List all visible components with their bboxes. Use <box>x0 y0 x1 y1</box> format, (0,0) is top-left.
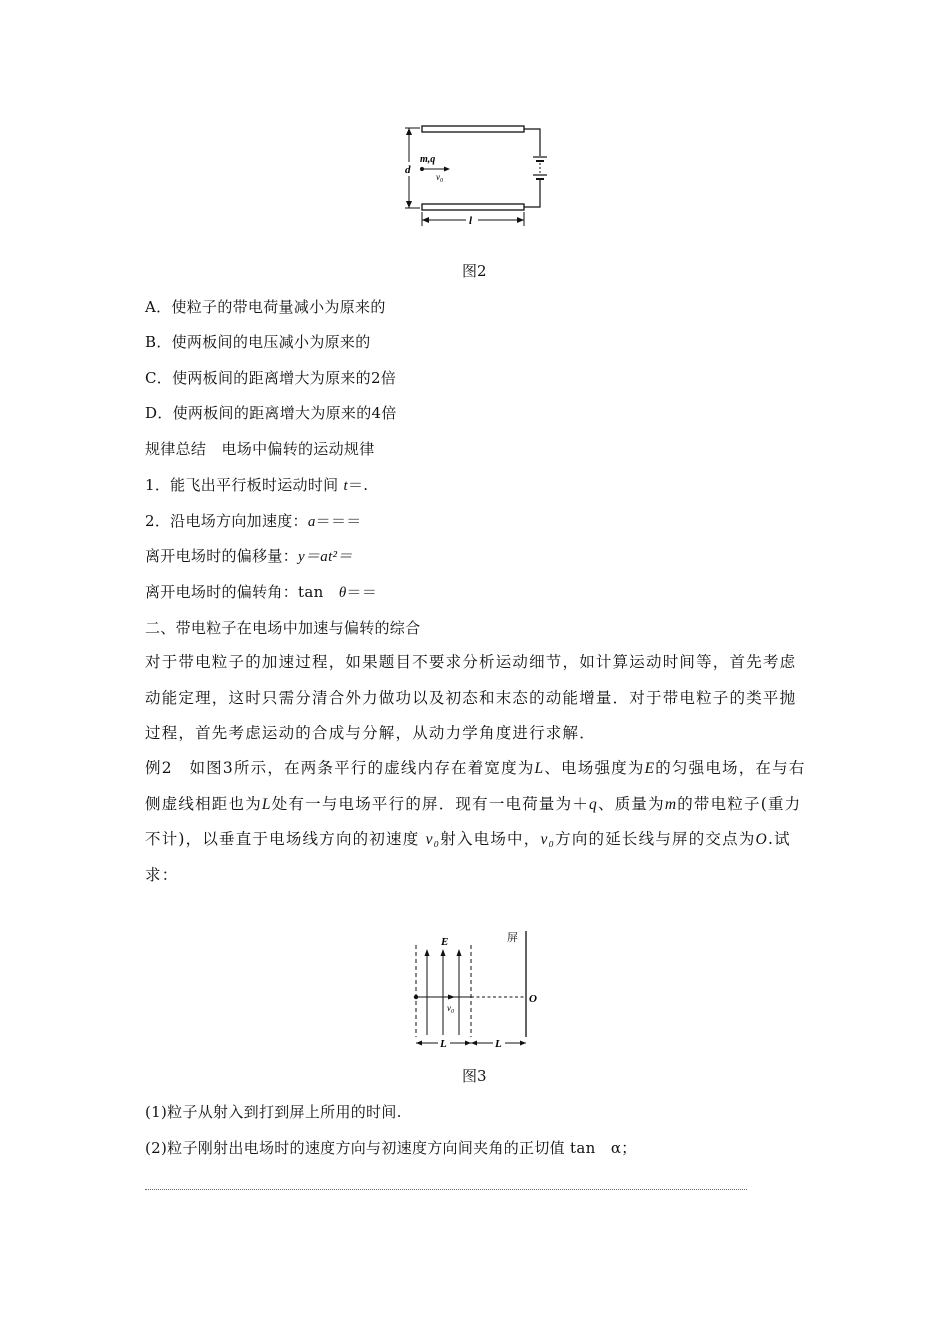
label-l: l <box>469 215 473 227</box>
option-b: B．使两板间的电压减小为原来的 <box>145 333 371 351</box>
label-d: d <box>405 164 411 176</box>
label-E: E <box>441 936 449 948</box>
label-v0: $v_0$ <box>447 1003 454 1015</box>
figure-2-caption: 图2 <box>462 262 487 280</box>
top-plate <box>422 126 524 132</box>
label-L2: L <box>495 1038 502 1050</box>
summary-angle: 离开电场时的偏转角：tan θ＝＝ <box>145 583 378 601</box>
option-c: C．使两板间的距离增大为原来的2倍 <box>145 369 397 387</box>
label-O: O <box>529 993 537 1005</box>
figure-2-diagram <box>400 122 550 232</box>
example-2-text: 例2 如图3所示，在两条平行的虚线内存在着宽度为L、电场强度为E的匀强电场，在与右侧虚线相距也为L处有一与电场平行的屏．现有一电荷量为＋q、质量为m的带电粒子(重力不计)，以垂直于电场线方向的初速度 v₀射入电场中，v₀方向的延长线与屏的交点为O.试求： <box>145 759 806 884</box>
bottom-plate <box>422 204 524 210</box>
label-screen: 屏 <box>507 932 518 944</box>
question-2: (2)粒子刚射出电场时的速度方向与初速度方向间夹角的正切值 tan α； <box>145 1139 637 1157</box>
label-L1: L <box>440 1038 447 1050</box>
section-2-paragraph: 对于带电粒子的加速过程，如果题目不要求分析运动细节，如计算运动时间等，首先考虑动能定理，这时只需分清合外力做功以及初态和末态的动能增量．对于带电粒子的类平抛过程，首先考虑运动的合成与分解，从动力学角度进行求解． <box>145 653 797 742</box>
summary-item-1: 1．能飞出平行板时运动时间 t＝. <box>145 476 369 494</box>
section-2-heading: 二、带电粒子在电场中加速与偏转的综合 <box>145 619 421 637</box>
summary-item-2: 2．沿电场方向加速度：a＝＝＝ <box>145 512 362 530</box>
figure-3-diagram <box>405 925 550 1050</box>
summary-offset: 离开电场时的偏移量：y＝at²＝ <box>145 547 353 565</box>
label-v0: $v_0$ <box>436 172 443 184</box>
question-1: (1)粒子从射入到打到屏上所用的时间. <box>145 1103 402 1121</box>
footer-divider <box>145 1189 747 1190</box>
label-mq: m,q <box>420 154 436 165</box>
option-a: A．使粒子的带电荷量减小为原来的 <box>145 298 386 316</box>
summary-heading: 规律总结 电场中偏转的运动规律 <box>145 440 375 458</box>
option-d: D．使两板间的距离增大为原来的4倍 <box>145 404 397 422</box>
figure-3-caption: 图3 <box>462 1067 487 1085</box>
